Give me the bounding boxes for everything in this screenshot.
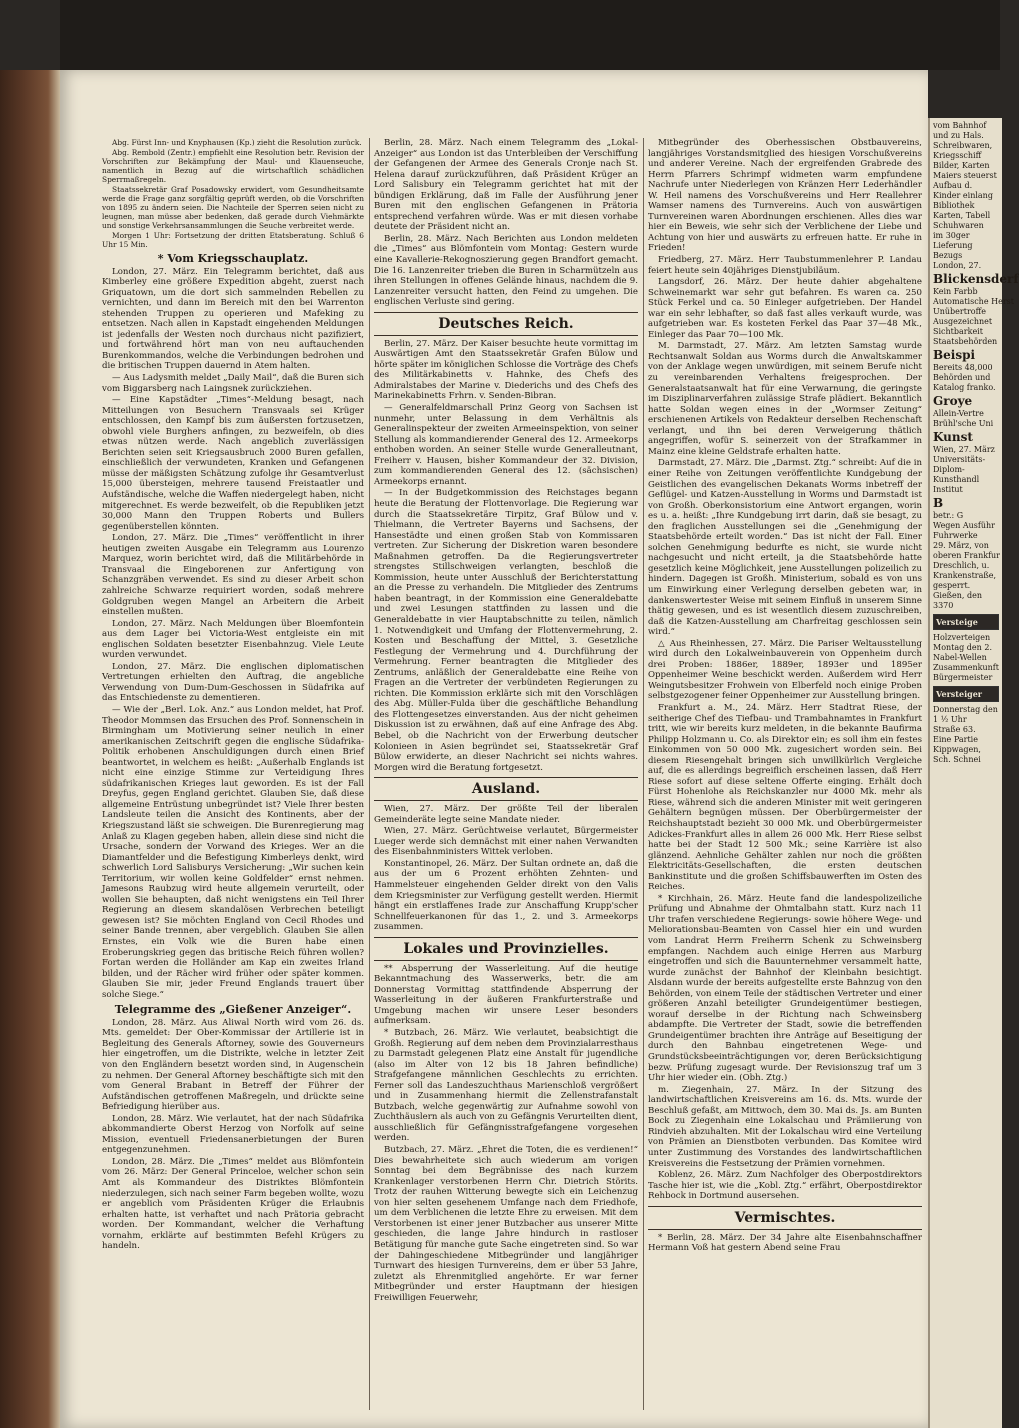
adjacent-page xyxy=(928,118,1019,1428)
line: Sch. Schnei xyxy=(933,755,981,764)
paragraph: Friedberg, 27. März. Herr Taubstummenlehrer P. Landau feiert heute sein 40jähriges Dienstjubiläum. xyxy=(648,255,922,276)
line: Lieferung xyxy=(933,241,973,250)
line: Automatische Herst xyxy=(933,297,1014,306)
paragraph: London, 27. März. Die englischen diplomatischen Vertretungen erhielten den Auftrag, die angebliche Verwendung von Dum-Dum-Geschossen in Südafrika auf das Entschiedenste zu dementieren. xyxy=(102,661,364,704)
paragraph: — Generalfeldmarschall Prinz Georg von Sachsen ist nunmehr, unter Belassung in dem Verhältnis als Generalinspekteur der zweiten Armeeinspektion, von seiner Stellung als kommandierender General des 12. Armeekorps enthoben worden. An seiner Stelle wurde Generalleutnant, Freiherr v. Hausen, bisher Kommandeur der 32. Division, zum kommandierenden General des 12. (sächsischen) Armeekorps ernannt. xyxy=(374,403,638,487)
paragraph: London, 27. März. Die „Times“ veröffentlicht in ihrer heutigen zweiten Ausgabe ein Telegramm aus Lourenzo Marquez, worin berichtet wird, daß die Militärbehörde in Transvaal die Eingeborenen zur Anfertigung von Schanzgräben verwendet. Es sind zu dieser Arbeit schon zahlreiche Schwarze requiriert worden, sodaß mehrere Goldgruben wegen Mangel an Arbeitern die Arbeit einstellen mußten. xyxy=(102,533,364,618)
ad-heading: B xyxy=(933,496,944,510)
ad-heading: Groye xyxy=(933,394,973,408)
vermischtes-heading: Vermischtes. xyxy=(648,1206,922,1230)
line: Gießen, den xyxy=(933,591,983,600)
paragraph: — Wie der „Berl. Lok. Anz.“ aus London meldet, hat Prof. Theodor Mommsen das Ersuchen des Prof. Sonnenschein in Birmingham um Motivierung seiner neulich in einer amerikanischen Zeitschrift gegen die englische Südafrika-Politik erhobenen Anschuldigungen durch einen Brief beantwortet, in welchem es heißt: „Außerhalb Englands ist nicht eine einzige Stimme zur Verteidigung Ihres südafrikanischen Krieges laut geworden. Es ist der Fall Dreyfus, gegen England gerichtet. Glauben Sie, daß diese allgemeine Entrüstung unbegründet ist? Viele Ihrer besten Landsleute teilen die Ansicht des Kontinents, aber der Kriegszustand läßt sie schweigen. Die Burenregierung mag Anlaß zu Klagen gegeben haben, allein diese sind nicht die Ursache, sondern der Vorwand des Krieges. Wer an die Diamantfelder und die Befestigung Kimberleys denkt, wird schwerlich Lord Salisburys Versicherung: „Wir suchen kein Territorium, wir wollen keine Goldfelder“ ernst nehmen. Jamesons Raubzug wird heute allgemein verurteilt, oder wollen Sie behaupten, daß nicht wenigstens ein Teil Ihrer Regierung an diesem skandalösen Verbrechen beteiligt gewesen ist? Sie möchten England von Cecil Rhodes und seiner Bande trennen, aber vergeblich. Glauben Sie allen Ernstes, ein Volk wie die Buren habe einen Eroberungskrieg gegen das britische Reich führen wollen? Fortan werden die Holländer am Kap ein zweites Irland bilden, und der Rächer wird früher oder später kommen. Glauben Sie mir, jeder Freund Englands trauert über solche Siege.“ xyxy=(102,704,364,1000)
paragraph: m. Ziegenhain, 27. März. In der Sitzung des landwirtschaftlichen Kreisvereins am 16. ds. Mts. wurde der Beschluß gefaßt, am Mittwoch, dem 30. Mai ds. Js. am Bunten Bock zu Ziegenhain eine Lokalschau und Prämiierung von Rindvieh abzuhalten. Mit der Lokalschau wird eine Verteilung von Prämien an Dienstboten verbunden. Das Komitee wird unter Zustimmung des Vorstandes des landwirtschaftlichen Kreisvereins die Festsetzung der Prämien vornehmen. xyxy=(648,1084,922,1169)
paragraph: London, 27. März. Ein Telegramm berichtet, daß aus Kimberley eine größere Expedition abgeht, zuerst nach Griquatown, um die dort sich sammelnden Rebellen zu vernichten, und dann im Bereich mit den bei Warrenton stehenden Truppen zu operieren und Mafeking zu entsetzen. Nach allen in Kapstadt eingehenden Meldungen ist jedenfalls der Westen noch durchaus nicht pazifiziert, und fortwährend hört man von neu auftauchenden Burenkommandos, welche die Verbindungen bedrohen und die britischen Truppen dauernd in Atem halten. xyxy=(102,266,364,372)
line: und zu Hals. xyxy=(933,131,984,140)
paragraph: Darmstadt, 27. März. Die „Darmst. Ztg.“ schreibt: Auf die in einer Reihe von Zeitungen veröffentlichte Kundgebung der Geistlichen des evangelischen Dekanats Worms inbetreff der Geflügel- und Katzen-Ausstellung in Worms und Darmstadt ist von Großh. Oberkonsistorium eine Antwort ergangen, worin es u. a. heißt: „Ihre Kundgebung irrt darin, daß sie besagt, zu den fraglichen Ausstellungen sei die „Genehmigung der Staatsbehörde erteilt worden.“ Das ist nicht der Fall. Einer solchen Genehmigung bedurfte es nicht, sie wurde nicht nachgesucht und nicht erteilt, ja die Staatsbehörde hatte gesetzlich keine Möglichkeit, jene Ausstellungen polizeilich zu hindern. Dagegen ist Großh. Ministerium, sobald es von uns um Einwirkung einer Verlegung derselben gebeten war, in dankenswertester Weise mit seinem Einfluß in unserem Sinne thätig gewesen, und es ist wesentlich diesem zuzuschreiben, daß die Katzen-Ausstellung am Charfreitag geschlossen sein wird.“ xyxy=(648,458,922,638)
line: Kinder einlang xyxy=(933,191,993,200)
line: Aufbau d. xyxy=(933,181,973,190)
column-rule-2 xyxy=(643,138,644,1410)
telegrams-section xyxy=(102,1018,364,1252)
line: betr.: G xyxy=(933,511,964,520)
line: Kunsthandl xyxy=(933,475,980,484)
ad-heading: Beispi xyxy=(933,348,976,362)
line: Sichtbarkeit xyxy=(933,327,983,336)
ausland-heading: Ausland. xyxy=(374,777,638,801)
paragraph: London, 28. März. Aus Aliwal North wird vom 26. ds. Mts. gemeldet: Der Ober-Kommissar der Artillerie ist in Begleitung des Generals Aftorney, sowie des Gouverneurs hier eingetroffen, um die Distrikte, welche in letzter Zeit von den Engländern besetzt worden sind, in Augenschein zu nehmen. Der General Aftorney beschäftigte sich mit den vom General Brabant in Betreff der Führer der Aufständischen getroffenen Maßregeln, und drückte seine Befriedigung hierüber aus. xyxy=(102,1017,364,1113)
line: Dreschlich, u. xyxy=(933,561,990,570)
war-heading: * Vom Kriegsschauplatz. xyxy=(157,252,309,265)
line: Wegen Ausführ xyxy=(933,521,995,530)
paragraph: Butzbach, 27. März. „Ehret die Toten, die es verdienen!“ Dies bewahrheitete sich auch wiederum am vorigen Sonntag bei dem Begräbnisse des nach kurzem Krankenlager verstorbenen Herrn Chr. Dietrich Störits. Trotz der rauhen Witterung bewegte sich ein Leichenzug von hier selten gesehenem Umfange nach dem Friedhofe, um dem Verblichenen die letzte Ehre zu erweisen. Mit dem Verstorbenen ist einer jener Butzbacher aus unserer Mitte geschieden, die lange Jahre hindurch in rastloser Betätigung für manche gute Sache eingetreten sind. So war der Dahingeschiedene Mitbegründer und langjähriger Turnwart des hiesigen Turnvereins, dem er über 53 Jahre, zuletzt als Ehrenmitglied angehörte. Er war ferner Mitbegründer und erster Hauptmann der hiesigen Freiwilligen Feuerwehr, xyxy=(374,1145,638,1303)
paragraph: Koblenz, 26. März. Zum Nachfolger des Oberpostdirektors Tasche hier ist, wie die „Kobl. Ztg.“ erfährt, Oberpostdirektor Rehbock in Dortmund ausersehen. xyxy=(648,1170,922,1202)
line: Unübertroffe xyxy=(933,307,986,316)
war-section xyxy=(102,267,364,1001)
paragraph: Langsdorf, 26. März. Der heute dahier abgehaltene Schweinemarkt war sehr gut befahren. Es waren ca. 250 Stück Ferkel und ca. 50 Einleger aufgetrieben. Der Handel war ein sehr lebhafter, so daß fast alles verkauft wurde, was aufgetrieben war. Es kosteten Ferkel das Paar 37—48 Mk., Einleger das Paar 70—100 Mk. xyxy=(648,277,922,340)
line: Brühl'sche Uni xyxy=(933,419,994,428)
line: Montag den 2. xyxy=(933,643,992,652)
line: Zusammenkunft xyxy=(933,663,999,672)
line: Schreibwaren, xyxy=(933,141,993,150)
paragraph: * Kirchhain, 26. März. Heute fand die landespolizeiliche Prüfung und Abnahme der Ohmtalbahn statt. Kurz nach 11 Uhr trafen verschiedene Regierungs- sowie höhere Wege- und Meliorationsbau-Beamten von Cassel hier ein und wurden vom Landrat Herrn Freiherrn Schenk zu Schweinsberg empfangen. Nachdem auch einige Herren aus Marburg eingetroffen und sich die Bauunternehmer versammelt hatte, wurde zunächst der Bahnhof der Kleinbahn besichtigt. Alsdann wurde der bereits aufgestellte erste Bahnzug von den Behörden, von einem Teile der städtischen Vertreter und einer größeren Anzahl beteiligter Grundeigentümer bestiegen, worauf derselbe in der Richtung nach Schweinsberg abdampfte. Die Vertreter der Stadt, sowie die betreffenden Grundeigentümer brachten ihre Anträge auf Beseitigung der durch den Bahnbau eingetretenen Wege- und Grundstücksbeeinträchtigungen vor, deren Berücksichtigung bezw. Prüfung zugesagt wurde. Der Revisionszug traf um 3 Uhr hier wieder ein. (Obh. Ztg.) xyxy=(648,893,922,1084)
line: Allein-Vertre xyxy=(933,409,984,418)
paragraph: Frankfurt a. M., 24. März. Herr Stadtrat Riese, der seitherige Chef des Tiefbau- und Trambahnamtes in Frankfurt tritt, wie wir bereits kurz meldeten, in die bekannte Baufirma Philipp Holzmann u. Co. als Direktor ein; es soll ihm ein festes Einkommen von 50 000 Mk. zugesichert worden sein. Bei diesem Riesengehalt bringen sich unwillkürlich Vergleiche auf, die es allerdings begreiflich erscheinen lassen, daß Herr Riese sofort auf diese seltene Offerte einging. Erhält doch Fürst Hohenlohe als Reichskanzler nur 4000 Mk. mehr als Riese, während sich die anderen Minister mit weit geringeren Gehältern begnügen müssen. Der Oberbürgermeister der Reichshauptstadt bezieht 30 000 Mk. und Oberbürgermeister Adickes-Frankfurt alles in allem 26 000 Mk. Herr Riese selbst hatte bei der Stadt 12 500 Mk.; seine Karrière ist also glänzend. Aehnliche Gehälter zahlen nur noch die größten Elektricitäts-Gesellschaften, die ersten deutschen Bankinstitute und die großen Schiffsbauwerften im Osten des Reiches. xyxy=(648,702,922,893)
paragraph: Mitbegründer des Oberhessischen Obstbauvereins, langjähriges Vorstandsmitglied des hiesigen Vorschußvereins und anderer Vereine. Nach der ergreifenden Grabrede des Herrn Pfarrers Schrimpf widmeten warm empfundene Nachrufe unter Niederlegen von Kränzen Herr Lederhändler W. Heil namens des Vorschußvereins und Herr Reallehrer Wamser namens des Turnvereins. Auch von auswärtigen Turnvereinen waren Abordnungen erschienen. Alles dies war hier ein Beweis, wie sehr sich der Verblichene der Liebe und Achtung von hier und auswärts zu erfreuen hatte. Er ruhe in Frieden! xyxy=(648,138,922,254)
book-binding-edge xyxy=(0,70,60,1428)
line: London, 27. xyxy=(933,261,982,270)
paragraph: — In der Budgetkommission des Reichstages begann heute die Beratung der Flottenvorlage. Die Regierung war durch die Staatssekretäre Tirpitz, Graf Bülow und v. Thielmann, die Vertreter Bayerns und Sachsens, der Hansestädte und einen großen Stab von Kommissaren vertreten. Zur Sicherung der Diskretion waren besondere Maßnahmen getroffen. Da die Regierungsvertreter strengstes Stillschweigen verlangten, beschloß die Kommission, heute unter Ausschluß der Berichterstattung an die Presse zu verhandeln. Die Mitglieder des Zentrums haben beantragt, in der Kommission eine Generaldebatte und zwei Lesungen stattfinden zu lassen und die Generaldebatte in vier Hauptabschnitte zu teilen, nämlich 1. Notwendigkeit und Umfang der Flottenvermehrung, 2. Kosten und Beschaffung der Mittel, 3. Gesetzliche Festlegung der Vermehrung und 4. Durchführung der Vermehrung. Ferner beantragten die Mitglieder des Zentrums, anläßlich der Generaldebatte eine Reihe von Fragen an die Vertreter der verbündeten Regierungen zu richten. Die Kommission erklärte sich mit den Vorschlägen des Abg. Müller-Fulda über die geschäftliche Behandlung des Flottengesetzes einverstanden. Aus der nicht geheimen Diskussion ist zu erwähnen, daß auf eine Anfrage des Abg. Bebel, ob die Nachricht von der Erwerbung deutscher Kolonieen in Asien begründet sei, Staatssekretär Graf Bülow erwiderte, an dieser Nachricht sei nichts wahres. Morgen wird die Beratung fortgesetzt. xyxy=(374,488,638,773)
column-3 xyxy=(648,138,922,1410)
paragraph: Wien, 27. März. Der größte Teil der liberalen Gemeinderäte legte seine Mandate nieder. xyxy=(374,804,638,825)
paragraph: Abg. Fürst Inn- und Knyphausen (Kp.) zieht die Resolution zurück. xyxy=(112,138,362,147)
line: Bibliothek xyxy=(933,201,975,210)
paragraph: * Butzbach, 26. März. Wie verlautet, beabsichtigt die Großh. Regierung auf dem neben dem Provinzialarresthaus zu Darmstadt gelegenen Platz eine Anstalt für jugendliche (also im Alter von 12 bis 18 Jahren befindliche) Strafgefangene männlichen Geschlechts zu errichten. Ferner soll das Landeszuchthaus Marienschloß vergrößert und in Zusammenhang hiermit die Zellenstrafanstalt Butzbach, welche gegenwärtig zur Aufnahme sowohl von Zuchthäuslern als auch von zu Gefängnis Verurteilten dient, ausschließlich für Gefängnisstrafgefangene vorgesehen werden. xyxy=(374,1028,638,1144)
paragraph: Berlin, 28. März. Nach Berichten aus London meldeten die „Times“ aus Blömfontein vom Montag: Gestern wurde eine Kavallerie-Rekognoszierung gegen Brandfort gemacht. Die 16. Lanzenreiter trieben die Buren in Scharmützeln aus ihren Stellungen in offenes Gelände hinaus, nachdem die 9. Lanzenreiter versucht hatten, den Feind zu umgehen. Die englischen Verluste sind gering. xyxy=(374,233,638,308)
line: Krankenstraße, xyxy=(933,571,996,580)
column-2 xyxy=(374,138,638,1410)
line: gesperrt. xyxy=(933,581,971,590)
ad-box-heading: Versteige xyxy=(933,614,999,630)
paragraph: * Berlin, 28. März. Der 34 Jahre alte Eisenbahnschaffner Hermann Voß hat gestern Abend seine Frau xyxy=(648,1232,922,1254)
paragraph: London, 28. März. Die „Times“ meldet aus Blömfontein vom 26. März: Der General Princeloe, welcher schon sein Amt als Kommandeur des Distriktes Blömfontein niederzulegen, sich nach seiner Farm begeben wollte, wozu er angeblich vom Präsidenten Krüger die Erlaubnis erhalten hatte, ist verhaftet und nach Prätoria gebracht worden. Der Kommandant, welcher die Verhaftung vornahm, erklärte auf bestimmten Befehl Krügers zu handeln. xyxy=(102,1156,364,1252)
line: Diplom- xyxy=(933,465,965,474)
line: im 30ger xyxy=(933,231,970,240)
line: Schuhwaren xyxy=(933,221,984,230)
paragraph: — Eine Kapstädter „Times“-Meldung besagt, nach Mitteilungen von Besuchern Transvaals sei Krüger entschlossen, den Kampf bis zum äußersten fortzusetzen, obwohl viele Burghers anfingen, zu bezweifeln, ob dies etwas nützen werde. Nach angeblich zuverlässigen Berichten seien seit Kriegsausbruch 2000 Buren gefallen, einschließlich der verwundeten, Kranken und Gefangenen müsse der mäßigsten Schätzung zufolge ihr Gesamtverlust 15,000 übersteigen, mehrere tausend Freistaatler und Aufständische, welche die Waffen niedergelegt haben, nicht mitgerechnet. Es werde bezweifelt, ob die Republiken jetzt 30,000 Mann den Truppen Roberts und Bullers gegenüberstellen könnten. xyxy=(102,395,364,532)
paragraph: Konstantinopel, 26. März. Der Sultan ordnete an, daß die aus der um 6 Prozent erhöhten Zehnten- und Hammelsteuer eingehenden Gelder direkt von den Valis dem Kriegsminister zur Verfügung gestellt werden. Hiermit hängt ein erstlaffenes Irade zur Anschaffung Krupp'scher Schnellfeuerkanonen für das 1., 2. und 3. Armeekorps zusammen. xyxy=(374,858,638,933)
paragraph: Staatssekretär Graf Posadowsky erwidert, vom Gesundheitsamte werde die Frage ganz sorgfältig geprüft werden, ob die Vorschriften von 1895 zu ändern seien. Die Nachteile der Sperren seien nicht zu leugnen, man müsse aber bedenken, daß gerade durch Viehmärkte und sonstige Verkehrsansammlungen die Seuche verbreitet werde. xyxy=(102,185,364,230)
line: Fuhrwerke xyxy=(933,531,978,540)
ad-heading: Blickensderf xyxy=(933,272,1019,286)
line: Universitäts- xyxy=(933,455,986,464)
paragraph: Wien, 27. März. Gerüchtweise verlautet, Bürgermeister Lueger werde sich demnächst mit einer nahen Verwandten des Eisenbahnministers Wittek verloben. xyxy=(374,826,638,858)
line: oberen Frankfur xyxy=(933,551,1001,560)
line: Kein Farbb xyxy=(933,287,978,296)
parliament-section xyxy=(102,138,364,249)
paragraph: London, 27. März. Nach Meldungen über Bloemfontein aus dem Lager bei Victoria-West entgleiste ein mit englischen Soldaten besetzter Eisenbahnzug. Viele Leute wurden verwundet. xyxy=(102,618,364,661)
ad-heading: Kunst xyxy=(933,430,973,444)
paragraph: △ Aus Rheinhessen, 27. März. Die Pariser Weltausstellung wird durch den Lokalweinbauverein von Oppenheim durch drei Proben: 1886er, 1889er, 1893er und 1895er Oppenheimer Weine beschickt werden. Außerdem wird Herr Weingutsbesitzer Frohwein von Elberfeld noch einige Proben selbstgezogener feiner Oppenheimer zur Ausstellung bringen. xyxy=(648,638,922,702)
adjacent-page-text xyxy=(930,118,1019,768)
reich-heading: Deutsches Reich. xyxy=(374,312,638,336)
ad-box-heading: Versteiger xyxy=(933,686,999,702)
lokales-heading: Lokales und Provinzielles. xyxy=(374,937,638,961)
line: Bereits 48,000 xyxy=(933,363,993,372)
line: Staatsbehörden xyxy=(933,337,998,346)
line: Eine Partie xyxy=(933,735,978,744)
column-rule-1 xyxy=(369,138,370,1410)
paragraph: Berlin, 27. März. Der Kaiser besuchte heute vormittag im Auswärtigen Amt den Staatssekretär Grafen Bülow und hörte später im königlichen Schlosse die Vorträge des Chefs des Militärkabinetts v. Hahnke, des Chefs des Admiralstabes der Marine v. Diederichs und des Chefs des Marinekabinetts Frhrn. v. Senden-Bibran. xyxy=(374,338,638,402)
line: 29. März, von xyxy=(933,541,989,550)
paragraph: Morgen 1 Uhr: Fortsetzung der dritten Etatsberatung. Schluß 6 Uhr 15 Min. xyxy=(102,231,364,249)
line: Institut xyxy=(933,485,963,494)
line: Donnerstag den xyxy=(933,705,998,714)
line: Straße 63. xyxy=(933,725,976,734)
line: Holzverteigen xyxy=(933,633,991,642)
line: Bürgermeister xyxy=(933,673,993,682)
line: Kriegsschiff xyxy=(933,151,982,160)
line: Behörden und xyxy=(933,373,991,382)
top-dark-strip xyxy=(60,0,1000,70)
line: 1 ½ Uhr xyxy=(933,715,967,724)
line: Kippwagen, xyxy=(933,745,981,754)
line: vom Bahnhof xyxy=(933,121,987,130)
line: Bezugs xyxy=(933,251,963,260)
ad-number: 3370 xyxy=(933,601,954,610)
line: Maiers steuerst xyxy=(933,171,997,180)
paragraph: — Aus Ladysmith meldet „Daily Mail“, daß die Buren sich vom Biggarsberg nach Laingsnek zurückziehen. xyxy=(102,373,364,394)
column-1 xyxy=(102,138,364,1410)
paragraph: Abg. Rembold (Zentr.) empfiehlt eine Resolution betr. Revision der Vorschriften zur Bekämpfung der Maul- und Klauenseuche, namentlich in Bezug auf die wirtschaftlich schädlichen Sperrmaßregeln. xyxy=(102,148,364,184)
line: Ausgezeichnet xyxy=(933,317,993,326)
line: Katalog franko. xyxy=(933,383,996,392)
paragraph: London, 28. März. Wie verlautet, hat der nach Südafrika abkommandierte Oberst Herzog von Norfolk auf seine Mission, eventuell Friedensanerbietungen der Buren entgegenzunehmen. xyxy=(102,1113,364,1156)
telegrams-heading: Telegramme des „Gießener Anzeiger“. xyxy=(114,1003,352,1017)
line: Bilder, Karten xyxy=(933,161,990,170)
line: Nabel-Wellen xyxy=(933,653,987,662)
paragraph: ** Absperrung der Wasserleitung. Auf die heutige Bekanntmachung des Wasserwerks, betr. die am Donnerstag Vormittag stattfindende Absperrung der Wasserleitung in der äußeren Frankfurterstraße und Umgebung machen wir unsere Leser besonders aufmerksam. xyxy=(374,963,638,1027)
line: Karten, Tabell xyxy=(933,211,991,220)
paragraph: Berlin, 28. März. Nach einem Telegramm des „Lokal-Anzeiger“ aus London ist das Unterbleiben der Verschiffung der Gefangenen der Armee des Generals Cronje nach St. Helena darauf zurückzuführen, daß Präsident Krüger an Lord Salisbury ein Telegramm gerichtet hat mit der bündigen Erklärung, daß im Falle der Ausführung jener Buren mit den englischen Gefangenen in Prätoria entsprechend verfahren würde. Was er mit diesen vorhabe deutete der Präsident nicht an. xyxy=(374,138,638,233)
paragraph: M. Darmstadt, 27. März. Am letzten Samstag wurde Rechtsanwalt Soldan aus Worms durch die Anwaltskammer von der Anklage wegen unwürdigen, mit seinem Berufe nicht zu vereinbarenden Verhaltens freigesprochen. Der Generalstaatsanwalt hat für eine Verwarnung, die geringste im Disziplinarverfahren zulässige Strafe plädiert. Bekanntlich hatte Soldan wegen eines in der „Wormser Zeitung“ erschienenen Artikels von Redakteur derselben Rechenschaft verlangt, und ihn bei deren Verweigerung thätlich angegriffen, wofür S. seinerzeit von der Strafkammer in Mainz eine kleine Geldstrafe erhalten hatte. xyxy=(648,341,922,457)
line: Wien, 27. März xyxy=(933,445,995,454)
